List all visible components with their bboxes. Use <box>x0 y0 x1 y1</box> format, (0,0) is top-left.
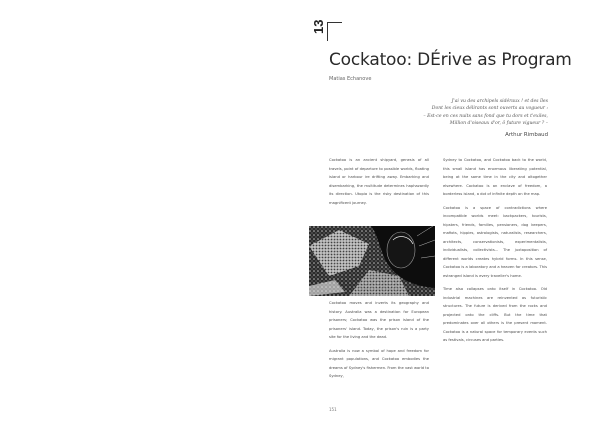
body-paragraph: Cockatoo is an ancient shipyard, genesis of all travels, point of departure to possible worlds, floating island or harbour ire drifting away. Embarking and disembarking, the multitude determines haphazardly its direction. Utopia is the risky destination of this magnificent journey. <box>329 158 429 205</box>
body-paragraph: Time also collapses onto itself in Cockatoo. Old industrial machines are reinvented as futuristic structures. The future is derived from the rocks and projected onto the cliffs. But the time that predominates over all others is the present moment. Cockatoo is a natural space for temporary events such as festivals, circuses and parties. <box>443 287 547 342</box>
body-paragraph: Australia is now a symbol of hope and freedom for migrant populations, and Cockatoo embodies the dreams of Sydney's fishermen. From the vast world to Sydney, <box>329 348 429 378</box>
body-paragraph: Cockatoo moves and inverts its geography and history. Australia was a destination for European prisoners; Cockatoo was the prison island of the prisoners' island. Today, the prison's ruin is a party site for the living and the dead. <box>329 301 429 339</box>
epigraph-line: Million d'oiseaux d'or, ô future vigueur ? – <box>449 121 548 127</box>
epigraph-line: Dont les cieux délirants sont ouverts au vogueur : <box>431 106 548 112</box>
body-column-left-bottom <box>329 299 429 386</box>
collage-photo-icon <box>309 226 435 296</box>
corner-mark-icon <box>327 22 342 41</box>
body-column-left-top <box>329 156 429 212</box>
chapter-author: Matias Echanove <box>329 76 372 82</box>
epigraph-attribution: Arthur Rimbaud <box>505 132 548 138</box>
epigraph <box>318 98 548 128</box>
body-paragraph: Sydney to Cockatoo, and Cockatoo back to the world, this small island has enormous liberating potential, being at the same time in the city and altogether elsewhere. Cockatoo is an enclave of freedom, a borderless island, a dot of infinite depth on the map. <box>443 158 547 196</box>
epigraph-line: J'ai vu des archipels sidéraux ! et des îles <box>451 99 548 104</box>
chapter-title: Cockatoo: DÉrive as Program <box>329 50 572 70</box>
chapter-number: 13 <box>311 19 326 34</box>
page-number: 151 <box>329 407 337 412</box>
body-column-right <box>443 156 547 350</box>
body-paragraph: Cockatoo is a space of contradictions where incompatible worlds meet: backpackers, tourists, hipsters, friends, families, pensioners, dog keepers, mafiots, hippies, astrologists, naturalists, researchers, architects, conservationists, experimentalists, individualists, collectivists... The juxtaposition of different worlds creates hybrid forms. In this sense, Cockatoo is a laboratory and a heaven for creators. This estranged island is every traveller's home. <box>443 205 547 278</box>
epigraph-line: – Est-ce en ces nuits sans fond que tu dors et t'exiles, <box>423 113 548 119</box>
